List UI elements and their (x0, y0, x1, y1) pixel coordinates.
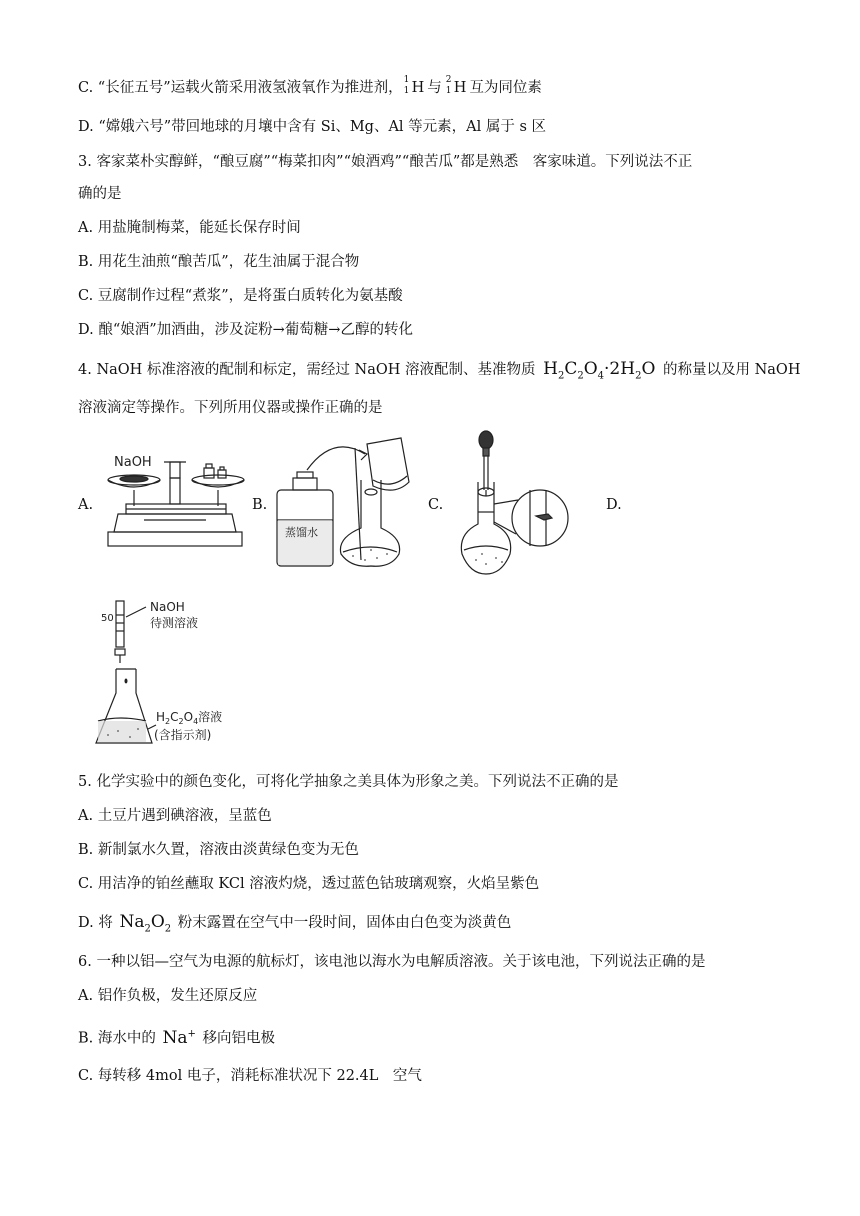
formula-part: H (543, 359, 558, 379)
formula-part: 溶液 (198, 710, 223, 724)
formula-part: O (183, 710, 194, 724)
figure-transfer (277, 440, 417, 570)
q4-option-d-label: D. (606, 497, 622, 513)
q3-option-a: A. 用盐腌制梅菜，能延长保存时间 (78, 220, 301, 236)
q3-stem-line2: 确的是 (78, 186, 122, 202)
q5-stem: 5. 化学实验中的颜色变化，可将化学抽象之美具体为形象之美。下列说法不正确的是 (78, 774, 619, 790)
q5-option-d-text-start: D. 将 (78, 915, 113, 931)
q6-option-b (78, 1024, 275, 1049)
formula-subscript: 2 (164, 923, 172, 935)
naoh-label: NaOH (114, 455, 152, 470)
formula-part: O (150, 912, 165, 932)
q5-option-c: C. 用洁净的铂丝蘸取 KCl 溶液灼烧，透过蓝色钴玻璃观察，火焰呈紫色 (78, 876, 540, 892)
formula-part: ·2H (604, 359, 636, 379)
formula-part: O (641, 359, 656, 379)
q4-option-a-label: A. (78, 497, 94, 513)
naoh-label: NaOH (150, 600, 185, 614)
q6-option-c: C. 每转移 4mol 电子，消耗标准状况下 22.4L 空气 (78, 1068, 422, 1084)
q4-stem-text-start: 4. NaOH 标准溶液的配制和标定，需经过 NaOH 溶液配制、基准物质 (78, 362, 536, 378)
oxalic-solution-label (156, 709, 222, 726)
formula-part: Na (119, 912, 145, 932)
formula-part: O (583, 359, 598, 379)
formula-part: H (156, 710, 166, 724)
distilled-water-label: 蒸馏水 (285, 526, 318, 539)
q3-option-c: C. 豆腐制作过程“煮浆”，是将蛋白质转化为氨基酸 (78, 288, 403, 304)
q5-option-d-text-end: 粉末露置在空气中一段时间，固体由白色变为淡黄色 (177, 915, 512, 931)
formula-subscript: 4 (193, 717, 199, 726)
formula-part: Na (162, 1027, 188, 1048)
atomic-number: 1 (445, 86, 452, 96)
isotope-h1 (403, 75, 412, 96)
formula-subscript: 4 (597, 370, 605, 382)
q4-stem-line2: 溶液滴定等操作。下列所用仪器或操作正确的是 (78, 400, 383, 416)
isotope-h2 (445, 75, 454, 96)
q6-option-a: A. 铝作负极，发生还原反应 (78, 988, 258, 1004)
q3-stem-line1: 3. 客家菜朴实醇鲜，“酿豆腐”“梅菜扣肉”“娘酒鸡”“酿苦瓜”都是熟悉 客家味道。下列说法不正 (78, 154, 693, 170)
q2-option-c (78, 75, 542, 98)
indicator-note: (含指示剂) (154, 728, 212, 742)
q4-stem-line1 (78, 359, 800, 386)
mass-number: 2 (445, 75, 452, 85)
q6-option-b-text-end: 移向铝电极 (202, 1030, 275, 1047)
atomic-number: 1 (403, 86, 410, 96)
q6-stem: 6. 一种以铝—空气为电源的航标灯，该电池以海水为电解质溶液。关于该电池，下列说法正确的是 (78, 954, 706, 970)
q2-option-c-text-start: C. “长征五号”运载火箭采用液氢液氧作为推进剂， (78, 80, 403, 96)
formula-part: C (170, 710, 179, 724)
formula-part: C (564, 359, 578, 379)
q6-option-b-text-start: B. 海水中的 (78, 1030, 156, 1047)
figure-balance (104, 448, 246, 552)
q3-option-d: D. 酿“娘酒”加酒曲，涉及淀粉→葡萄糖→乙醇的转化 (78, 322, 413, 338)
figure-volumetric-flask (456, 430, 570, 580)
formula-subscript: 2 (178, 717, 184, 726)
formula-subscript: 2 (577, 370, 584, 382)
formula-subscript: 2 (635, 370, 642, 382)
formula-subscript: 2 (557, 370, 565, 382)
q2-option-c-text-end: 互为同位素 (469, 80, 542, 96)
formula-subscript: 2 (144, 923, 151, 935)
element-symbol: H (411, 80, 425, 96)
q3-option-b: B. 用花生油煎“酿苦瓜”，花生油属于混合物 (78, 254, 360, 270)
q4-stem-text-end: 的称量以及用 NaOH (662, 362, 801, 378)
oxalic-acid-dihydrate-formula (543, 359, 656, 382)
test-solution-label: 待测溶液 (150, 616, 199, 630)
q2-option-d: D. “嫦娥六号”带回地球的月壤中含有 Si、Mg、Al 等元素，Al 属于 s 区 (78, 119, 547, 135)
ion-charge: + (187, 1028, 196, 1039)
q5-option-b: B. 新制氯水久置，溶液由淡黄绿色变为无色 (78, 842, 359, 858)
element-symbol: H (453, 80, 467, 96)
formula-subscript: 2 (165, 717, 171, 726)
q5-option-a: A. 土豆片遇到碘溶液，呈蓝色 (78, 808, 272, 824)
q4-option-b-label: B. (252, 497, 268, 513)
figure-titration (96, 597, 266, 757)
q4-option-c-label: C. (428, 497, 444, 513)
sodium-ion-formula (162, 1028, 195, 1048)
burette-mark-50: 50 (101, 613, 114, 624)
q5-option-d (78, 912, 511, 939)
mass-number: 1 (403, 75, 410, 85)
sodium-peroxide-formula (119, 912, 172, 935)
q2-option-c-text-mid: 与 (427, 80, 442, 96)
